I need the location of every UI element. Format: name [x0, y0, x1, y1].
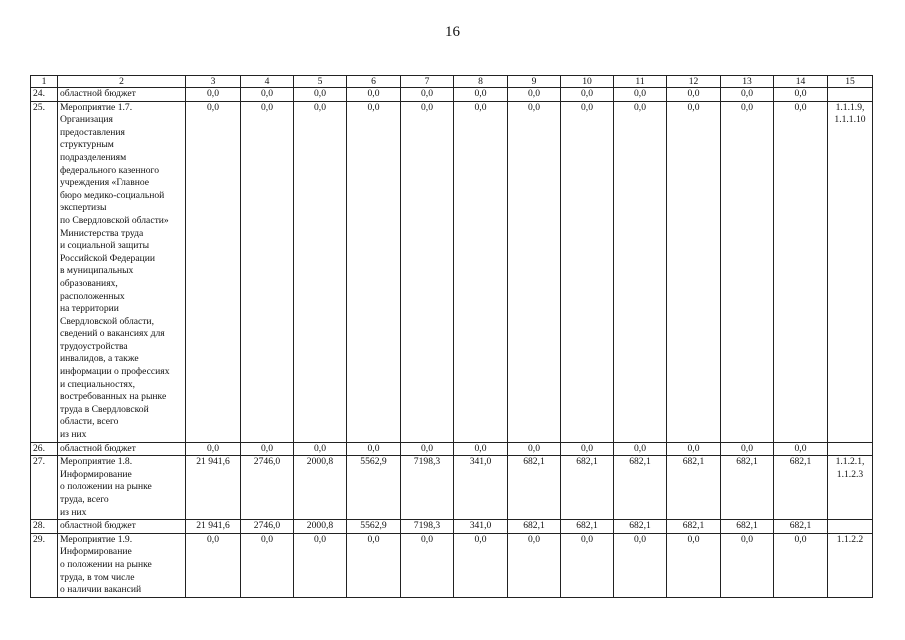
- description-line: на территории: [60, 303, 119, 315]
- row-number-cell: 29.: [31, 533, 58, 597]
- value-cell: 5562,9: [347, 520, 401, 534]
- value-cell: 0,0: [294, 442, 347, 456]
- value-cell: 2746,0: [241, 456, 294, 520]
- value-cell: 0,0: [721, 533, 774, 597]
- value-cell: 0,0: [667, 88, 721, 102]
- header-cell: 1: [31, 76, 58, 88]
- table-row: [31, 520, 873, 534]
- value-cell: 0,0: [186, 533, 241, 597]
- row-number-cell: 25.: [31, 101, 58, 442]
- value-cell: 682,1: [721, 520, 774, 534]
- value-cell: 0,0: [508, 88, 561, 102]
- description-line: учреждения «Главное: [60, 177, 150, 189]
- value-cell: 682,1: [667, 456, 721, 520]
- description-line: федерального казенного: [60, 164, 159, 176]
- header-cell: 12: [667, 76, 721, 88]
- value-cell: 0,0: [454, 101, 508, 442]
- header-cell: 5: [294, 76, 347, 88]
- description-line: областной бюджет: [60, 520, 136, 532]
- description-cell: [58, 88, 186, 102]
- description-line: бюро медико-социальной: [60, 189, 165, 201]
- description-cell: [58, 101, 186, 442]
- value-cell: 0,0: [294, 533, 347, 597]
- description-line: информации о профессиях: [60, 366, 170, 378]
- description-line: труда, в том числе: [60, 571, 135, 583]
- value-cell: 682,1: [774, 456, 828, 520]
- reference-cell: [828, 520, 873, 534]
- value-cell: 0,0: [241, 88, 294, 102]
- value-cell: 682,1: [508, 456, 561, 520]
- value-cell: 0,0: [186, 88, 241, 102]
- description-line: о положении на рынке: [60, 558, 152, 570]
- value-cell: 0,0: [241, 442, 294, 456]
- reference-cell: 1.1.2.2: [828, 533, 873, 597]
- row-number-cell: 26.: [31, 442, 58, 456]
- header-cell: 4: [241, 76, 294, 88]
- description-line: из них: [60, 429, 87, 441]
- description-line: сведений о вакансиях для: [60, 328, 165, 340]
- value-cell: 21 941,6: [186, 520, 241, 534]
- description-cell: [58, 533, 186, 597]
- value-cell: 0,0: [508, 442, 561, 456]
- value-cell: 0,0: [667, 101, 721, 442]
- header-cell: 14: [774, 76, 828, 88]
- description-line: Министерства труда: [60, 227, 144, 239]
- description-line: предоставления: [60, 126, 125, 138]
- value-cell: 7198,3: [401, 520, 454, 534]
- value-cell: 682,1: [667, 520, 721, 534]
- value-cell: 682,1: [561, 520, 614, 534]
- description-line: о положении на рынке: [60, 481, 152, 493]
- value-cell: 0,0: [667, 533, 721, 597]
- row-number-cell: 27.: [31, 456, 58, 520]
- value-cell: 0,0: [614, 442, 667, 456]
- description-line: инвалидов, а также: [60, 353, 139, 365]
- header-cell: 13: [721, 76, 774, 88]
- table-row: [31, 533, 873, 597]
- value-cell: 0,0: [508, 101, 561, 442]
- value-cell: 0,0: [721, 442, 774, 456]
- header-cell: 8: [454, 76, 508, 88]
- value-cell: 0,0: [401, 533, 454, 597]
- description-line: экспертизы: [60, 202, 107, 214]
- description-line: труда в Свердловской: [60, 403, 149, 415]
- value-cell: 0,0: [186, 101, 241, 442]
- value-cell: 0,0: [614, 88, 667, 102]
- table-header-row: [31, 76, 873, 88]
- description-line: Российской Федерации: [60, 252, 155, 264]
- header-cell: 10: [561, 76, 614, 88]
- value-cell: 682,1: [774, 520, 828, 534]
- header-cell: 11: [614, 76, 667, 88]
- header-cell: 3: [186, 76, 241, 88]
- value-cell: 682,1: [561, 456, 614, 520]
- value-cell: 0,0: [454, 442, 508, 456]
- value-cell: 5562,9: [347, 456, 401, 520]
- reference-cell: [828, 442, 873, 456]
- value-cell: 682,1: [721, 456, 774, 520]
- page-number: 16: [445, 24, 460, 40]
- value-cell: 0,0: [347, 88, 401, 102]
- description-line: из них: [60, 506, 87, 518]
- description-line: образованиях,: [60, 277, 118, 289]
- table-row: [31, 456, 873, 520]
- value-cell: 0,0: [614, 101, 667, 442]
- description-line: о наличии вакансий: [60, 584, 142, 596]
- description-line: Свердловской области,: [60, 315, 154, 327]
- value-cell: 0,0: [508, 533, 561, 597]
- value-cell: 341,0: [454, 456, 508, 520]
- table-row: [31, 88, 873, 102]
- description-cell: [58, 442, 186, 456]
- value-cell: 0,0: [401, 88, 454, 102]
- table-row: [31, 101, 873, 442]
- value-cell: 0,0: [561, 442, 614, 456]
- value-cell: 0,0: [774, 88, 828, 102]
- header-cell: 9: [508, 76, 561, 88]
- description-line: в муниципальных: [60, 265, 134, 277]
- value-cell: 0,0: [774, 442, 828, 456]
- description-line: подразделениям: [60, 151, 127, 163]
- value-cell: 0,0: [347, 101, 401, 442]
- header-cell: 6: [347, 76, 401, 88]
- header-cell: 7: [401, 76, 454, 88]
- value-cell: 0,0: [401, 101, 454, 442]
- description-line: областной бюджет: [60, 88, 136, 99]
- description-cell: [58, 456, 186, 520]
- description-line: труда, всего: [60, 494, 109, 505]
- value-cell: 2000,8: [294, 520, 347, 534]
- row-number-cell: 28.: [31, 520, 58, 534]
- value-cell: 0,0: [241, 533, 294, 597]
- value-cell: 0,0: [186, 442, 241, 456]
- value-cell: 341,0: [454, 520, 508, 534]
- value-cell: 0,0: [241, 101, 294, 442]
- value-cell: 0,0: [294, 88, 347, 102]
- value-cell: 0,0: [561, 88, 614, 102]
- description-line: структурным: [60, 139, 114, 151]
- description-line: востребованных на рынке: [60, 391, 167, 403]
- value-cell: 21 941,6: [186, 456, 241, 520]
- description-line: и специальностях,: [60, 378, 136, 390]
- value-cell: 0,0: [614, 533, 667, 597]
- budget-table: [30, 75, 873, 598]
- description-line: Мероприятие 1.7.: [60, 101, 133, 113]
- value-cell: 0,0: [347, 533, 401, 597]
- value-cell: 0,0: [561, 533, 614, 597]
- value-cell: 0,0: [454, 88, 508, 102]
- header-cell: 2: [58, 76, 186, 88]
- value-cell: 0,0: [721, 101, 774, 442]
- description-line: Информирование: [60, 468, 132, 480]
- description-line: Мероприятие 1.9.: [60, 533, 133, 545]
- value-cell: 0,0: [721, 88, 774, 102]
- reference-cell: 1.1.1.9, 1.1.1.10: [828, 101, 873, 442]
- value-cell: 2746,0: [241, 520, 294, 534]
- description-line: Организация: [60, 114, 113, 126]
- description-line: Мероприятие 1.8.: [60, 456, 133, 468]
- value-cell: 682,1: [614, 520, 667, 534]
- value-cell: 0,0: [401, 442, 454, 456]
- description-line: расположенных: [60, 290, 125, 302]
- description-line: по Свердловской области»: [60, 214, 169, 226]
- value-cell: 0,0: [774, 101, 828, 442]
- value-cell: 2000,8: [294, 456, 347, 520]
- value-cell: 0,0: [347, 442, 401, 456]
- description-line: Информирование: [60, 546, 132, 558]
- description-line: трудоустройства: [60, 340, 128, 352]
- row-number-cell: 24.: [31, 88, 58, 102]
- value-cell: 682,1: [508, 520, 561, 534]
- value-cell: 682,1: [614, 456, 667, 520]
- value-cell: 0,0: [774, 533, 828, 597]
- value-cell: 0,0: [667, 442, 721, 456]
- reference-cell: 1.1.2.1, 1.1.2.3: [828, 456, 873, 520]
- description-line: областной бюджет: [60, 442, 136, 454]
- table-row: [31, 442, 873, 456]
- reference-cell: [828, 88, 873, 102]
- description-line: и социальной защиты: [60, 240, 150, 252]
- value-cell: 0,0: [294, 101, 347, 442]
- header-cell: 15: [828, 76, 873, 88]
- value-cell: 0,0: [454, 533, 508, 597]
- value-cell: 0,0: [561, 101, 614, 442]
- description-line: области, всего: [60, 416, 119, 428]
- value-cell: 7198,3: [401, 456, 454, 520]
- description-cell: [58, 520, 186, 534]
